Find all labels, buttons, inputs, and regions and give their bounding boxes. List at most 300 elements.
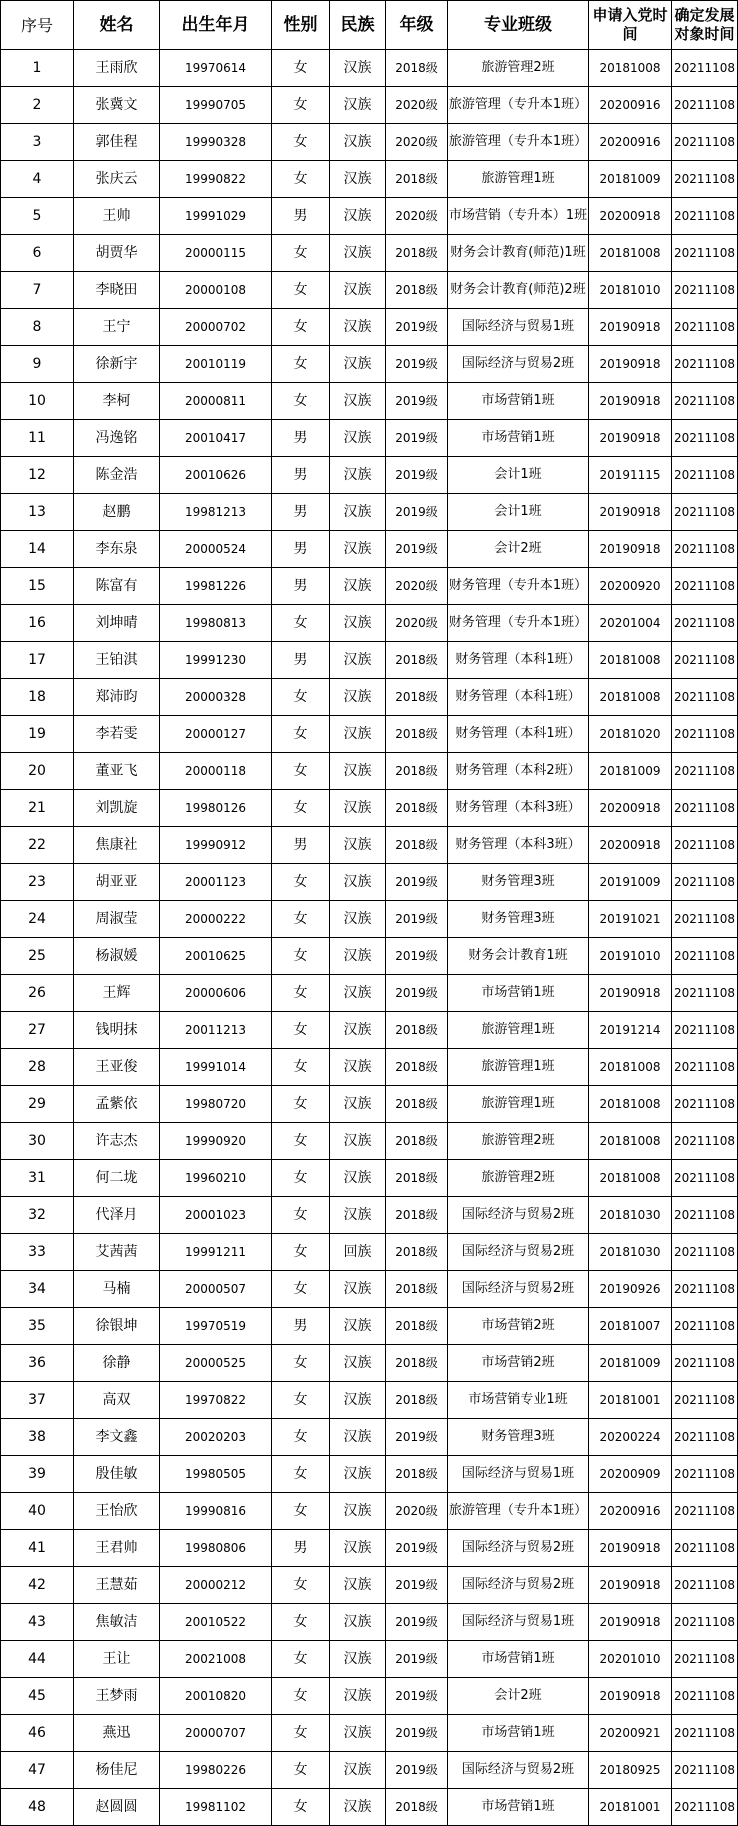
header-confirm-date: 确定发展对象时间 <box>672 1 738 50</box>
apply-date-cell: 20191010 <box>589 938 672 975</box>
ethnicity-cell: 汉族 <box>330 1160 386 1197</box>
birth-date-cell: 19980813 <box>160 605 272 642</box>
table-row <box>1 124 738 161</box>
grade-cell: 2019级 <box>386 1604 448 1641</box>
confirm-date-cell: 20211108 <box>672 1160 738 1197</box>
name-cell: 李文鑫 <box>74 1419 160 1456</box>
name-cell: 胡亚亚 <box>74 864 160 901</box>
grade-cell: 2020级 <box>386 124 448 161</box>
name-cell: 胡贾华 <box>74 235 160 272</box>
birth-date-cell: 20000212 <box>160 1567 272 1604</box>
ethnicity-cell: 汉族 <box>330 87 386 124</box>
grade-cell: 2019级 <box>386 1678 448 1715</box>
grade-cell: 2018级 <box>386 1086 448 1123</box>
class-cell: 旅游管理（专升本1班） <box>448 124 589 161</box>
confirm-date-cell: 20211108 <box>672 1086 738 1123</box>
gender-cell: 女 <box>272 235 330 272</box>
apply-date-cell: 20181008 <box>589 1049 672 1086</box>
name-cell: 陈金浩 <box>74 457 160 494</box>
seq-cell: 11 <box>1 420 74 457</box>
apply-date-cell: 20190918 <box>589 420 672 457</box>
apply-date-cell: 20200918 <box>589 198 672 235</box>
birth-date-cell: 20000222 <box>160 901 272 938</box>
gender-cell: 女 <box>272 716 330 753</box>
birth-date-cell: 20010626 <box>160 457 272 494</box>
seq-cell: 37 <box>1 1382 74 1419</box>
name-cell: 马楠 <box>74 1271 160 1308</box>
ethnicity-cell: 汉族 <box>330 531 386 568</box>
confirm-date-cell: 20211108 <box>672 420 738 457</box>
name-cell: 郑沛昀 <box>74 679 160 716</box>
name-cell: 刘凯旋 <box>74 790 160 827</box>
name-cell: 钱明抹 <box>74 1012 160 1049</box>
confirm-date-cell: 20211108 <box>672 827 738 864</box>
birth-date-cell: 20010522 <box>160 1604 272 1641</box>
seq-cell: 42 <box>1 1567 74 1604</box>
ethnicity-cell: 汉族 <box>330 1382 386 1419</box>
seq-cell: 33 <box>1 1234 74 1271</box>
grade-cell: 2018级 <box>386 1308 448 1345</box>
confirm-date-cell: 20211108 <box>672 642 738 679</box>
grade-cell: 2020级 <box>386 1493 448 1530</box>
apply-date-cell: 20190918 <box>589 1604 672 1641</box>
table-row <box>1 235 738 272</box>
header-class: 专业班级 <box>448 1 589 50</box>
gender-cell: 女 <box>272 1678 330 1715</box>
apply-date-cell: 20181008 <box>589 1123 672 1160</box>
class-cell: 市场营销1班 <box>448 1789 589 1826</box>
gender-cell: 女 <box>272 1641 330 1678</box>
ethnicity-cell: 汉族 <box>330 1271 386 1308</box>
ethnicity-cell: 汉族 <box>330 1012 386 1049</box>
birth-date-cell: 20001123 <box>160 864 272 901</box>
confirm-date-cell: 20211108 <box>672 124 738 161</box>
birth-date-cell: 19980226 <box>160 1752 272 1789</box>
name-cell: 许志杰 <box>74 1123 160 1160</box>
seq-cell: 21 <box>1 790 74 827</box>
table-row <box>1 901 738 938</box>
birth-date-cell: 20000127 <box>160 716 272 753</box>
seq-cell: 12 <box>1 457 74 494</box>
table-body <box>1 50 738 1826</box>
seq-cell: 19 <box>1 716 74 753</box>
ethnicity-cell: 汉族 <box>330 864 386 901</box>
gender-cell: 女 <box>272 1271 330 1308</box>
birth-date-cell: 19991211 <box>160 1234 272 1271</box>
apply-date-cell: 20181009 <box>589 1345 672 1382</box>
confirm-date-cell: 20211108 <box>672 50 738 87</box>
gender-cell: 女 <box>272 309 330 346</box>
gender-cell: 女 <box>272 790 330 827</box>
apply-date-cell: 20200224 <box>589 1419 672 1456</box>
table-row <box>1 864 738 901</box>
header-ethnicity: 民族 <box>330 1 386 50</box>
gender-cell: 女 <box>272 1123 330 1160</box>
class-cell: 财务管理（本科1班） <box>448 679 589 716</box>
seq-cell: 26 <box>1 975 74 1012</box>
class-cell: 市场营销（专升本）1班 <box>448 198 589 235</box>
ethnicity-cell: 汉族 <box>330 383 386 420</box>
ethnicity-cell: 汉族 <box>330 827 386 864</box>
table-row <box>1 938 738 975</box>
confirm-date-cell: 20211108 <box>672 1530 738 1567</box>
grade-cell: 2019级 <box>386 1530 448 1567</box>
table-row <box>1 1752 738 1789</box>
name-cell: 李晓田 <box>74 272 160 309</box>
table-row <box>1 1604 738 1641</box>
table-row <box>1 1567 738 1604</box>
grade-cell: 2018级 <box>386 790 448 827</box>
confirm-date-cell: 20211108 <box>672 383 738 420</box>
table-row <box>1 1715 738 1752</box>
seq-cell: 24 <box>1 901 74 938</box>
birth-date-cell: 20021008 <box>160 1641 272 1678</box>
ethnicity-cell: 汉族 <box>330 272 386 309</box>
table-row <box>1 1197 738 1234</box>
birth-date-cell: 20000525 <box>160 1345 272 1382</box>
grade-cell: 2019级 <box>386 420 448 457</box>
table-row <box>1 827 738 864</box>
table-row <box>1 1493 738 1530</box>
name-cell: 徐新宇 <box>74 346 160 383</box>
name-cell: 周淑莹 <box>74 901 160 938</box>
grade-cell: 2019级 <box>386 975 448 1012</box>
confirm-date-cell: 20211108 <box>672 272 738 309</box>
confirm-date-cell: 20211108 <box>672 1715 738 1752</box>
header-name: 姓名 <box>74 1 160 50</box>
confirm-date-cell: 20211108 <box>672 457 738 494</box>
grade-cell: 2019级 <box>386 457 448 494</box>
confirm-date-cell: 20211108 <box>672 1493 738 1530</box>
confirm-date-cell: 20211108 <box>672 975 738 1012</box>
seq-cell: 27 <box>1 1012 74 1049</box>
ethnicity-cell: 汉族 <box>330 605 386 642</box>
ethnicity-cell: 汉族 <box>330 753 386 790</box>
gender-cell: 男 <box>272 642 330 679</box>
birth-date-cell: 20000328 <box>160 679 272 716</box>
table-row <box>1 1456 738 1493</box>
grade-cell: 2018级 <box>386 50 448 87</box>
ethnicity-cell: 汉族 <box>330 568 386 605</box>
apply-date-cell: 20200920 <box>589 568 672 605</box>
seq-cell: 40 <box>1 1493 74 1530</box>
grade-cell: 2019级 <box>386 1752 448 1789</box>
seq-cell: 5 <box>1 198 74 235</box>
table-row <box>1 642 738 679</box>
class-cell: 旅游管理2班 <box>448 50 589 87</box>
table-row <box>1 383 738 420</box>
name-cell: 王让 <box>74 1641 160 1678</box>
confirm-date-cell: 20211108 <box>672 494 738 531</box>
grade-cell: 2019级 <box>386 494 448 531</box>
gender-cell: 女 <box>272 50 330 87</box>
birth-date-cell: 20000507 <box>160 1271 272 1308</box>
table-row <box>1 1160 738 1197</box>
gender-cell: 女 <box>272 1049 330 1086</box>
gender-cell: 女 <box>272 87 330 124</box>
gender-cell: 女 <box>272 1493 330 1530</box>
grade-cell: 2018级 <box>386 235 448 272</box>
birth-date-cell: 20000702 <box>160 309 272 346</box>
name-cell: 王辉 <box>74 975 160 1012</box>
apply-date-cell: 20190918 <box>589 1678 672 1715</box>
grade-cell: 2018级 <box>386 1197 448 1234</box>
name-cell: 王宁 <box>74 309 160 346</box>
ethnicity-cell: 汉族 <box>330 1604 386 1641</box>
grade-cell: 2020级 <box>386 198 448 235</box>
name-cell: 赵圆圆 <box>74 1789 160 1826</box>
gender-cell: 女 <box>272 1345 330 1382</box>
apply-date-cell: 20181020 <box>589 716 672 753</box>
name-cell: 李东泉 <box>74 531 160 568</box>
table-row <box>1 457 738 494</box>
apply-date-cell: 20190918 <box>589 346 672 383</box>
seq-cell: 22 <box>1 827 74 864</box>
name-cell: 王帅 <box>74 198 160 235</box>
seq-cell: 4 <box>1 161 74 198</box>
gender-cell: 女 <box>272 1715 330 1752</box>
grade-cell: 2018级 <box>386 1234 448 1271</box>
class-cell: 国际经济与贸易2班 <box>448 346 589 383</box>
name-cell: 杨淑媛 <box>74 938 160 975</box>
class-cell: 财务管理3班 <box>448 864 589 901</box>
ethnicity-cell: 汉族 <box>330 975 386 1012</box>
name-cell: 何二垅 <box>74 1160 160 1197</box>
header-row <box>1 1 738 50</box>
confirm-date-cell: 20211108 <box>672 1345 738 1382</box>
birth-date-cell: 20001023 <box>160 1197 272 1234</box>
grade-cell: 2020级 <box>386 87 448 124</box>
ethnicity-cell: 汉族 <box>330 1308 386 1345</box>
ethnicity-cell: 汉族 <box>330 198 386 235</box>
grade-cell: 2019级 <box>386 938 448 975</box>
apply-date-cell: 20181001 <box>589 1789 672 1826</box>
apply-date-cell: 20181008 <box>589 50 672 87</box>
ethnicity-cell: 汉族 <box>330 1567 386 1604</box>
gender-cell: 男 <box>272 457 330 494</box>
apply-date-cell: 20190918 <box>589 1567 672 1604</box>
table-row <box>1 1012 738 1049</box>
gender-cell: 女 <box>272 605 330 642</box>
seq-cell: 43 <box>1 1604 74 1641</box>
ethnicity-cell: 汉族 <box>330 901 386 938</box>
seq-cell: 3 <box>1 124 74 161</box>
name-cell: 王梦雨 <box>74 1678 160 1715</box>
gender-cell: 男 <box>272 568 330 605</box>
grade-cell: 2019级 <box>386 1641 448 1678</box>
grade-cell: 2018级 <box>386 1456 448 1493</box>
confirm-date-cell: 20211108 <box>672 1049 738 1086</box>
apply-date-cell: 20181008 <box>589 1086 672 1123</box>
name-cell: 刘坤晴 <box>74 605 160 642</box>
seq-cell: 16 <box>1 605 74 642</box>
class-cell: 财务会计教育(师范)1班 <box>448 235 589 272</box>
gender-cell: 女 <box>272 1567 330 1604</box>
class-cell: 财务管理3班 <box>448 1419 589 1456</box>
confirm-date-cell: 20211108 <box>672 1382 738 1419</box>
header-grade: 年级 <box>386 1 448 50</box>
gender-cell: 女 <box>272 1382 330 1419</box>
apply-date-cell: 20200916 <box>589 124 672 161</box>
table-row <box>1 1345 738 1382</box>
grade-cell: 2018级 <box>386 827 448 864</box>
grade-cell: 2018级 <box>386 1382 448 1419</box>
class-cell: 国际经济与贸易2班 <box>448 1567 589 1604</box>
apply-date-cell: 20201010 <box>589 1641 672 1678</box>
class-cell: 财务管理3班 <box>448 901 589 938</box>
seq-cell: 18 <box>1 679 74 716</box>
class-cell: 旅游管理2班 <box>448 1160 589 1197</box>
confirm-date-cell: 20211108 <box>672 1456 738 1493</box>
birth-date-cell: 19990920 <box>160 1123 272 1160</box>
header-gender: 性别 <box>272 1 330 50</box>
table-row <box>1 1382 738 1419</box>
class-cell: 旅游管理1班 <box>448 161 589 198</box>
ethnicity-cell: 汉族 <box>330 1678 386 1715</box>
birth-date-cell: 19990912 <box>160 827 272 864</box>
birth-date-cell: 19970519 <box>160 1308 272 1345</box>
ethnicity-cell: 汉族 <box>330 716 386 753</box>
name-cell: 董亚飞 <box>74 753 160 790</box>
birth-date-cell: 19991230 <box>160 642 272 679</box>
table-row <box>1 1308 738 1345</box>
confirm-date-cell: 20211108 <box>672 938 738 975</box>
confirm-date-cell: 20211108 <box>672 1419 738 1456</box>
class-cell: 财务管理（本科3班） <box>448 827 589 864</box>
seq-cell: 38 <box>1 1419 74 1456</box>
seq-cell: 28 <box>1 1049 74 1086</box>
table-row <box>1 198 738 235</box>
seq-cell: 29 <box>1 1086 74 1123</box>
ethnicity-cell: 汉族 <box>330 790 386 827</box>
birth-date-cell: 19980720 <box>160 1086 272 1123</box>
apply-date-cell: 20190918 <box>589 494 672 531</box>
name-cell: 代泽月 <box>74 1197 160 1234</box>
birth-date-cell: 19991014 <box>160 1049 272 1086</box>
seq-cell: 6 <box>1 235 74 272</box>
seq-cell: 17 <box>1 642 74 679</box>
grade-cell: 2019级 <box>386 1567 448 1604</box>
seq-cell: 1 <box>1 50 74 87</box>
gender-cell: 女 <box>272 1234 330 1271</box>
name-cell: 焦康社 <box>74 827 160 864</box>
confirm-date-cell: 20211108 <box>672 1234 738 1271</box>
gender-cell: 男 <box>272 1308 330 1345</box>
class-cell: 国际经济与贸易1班 <box>448 1456 589 1493</box>
gender-cell: 男 <box>272 420 330 457</box>
name-cell: 冯逸铭 <box>74 420 160 457</box>
apply-date-cell: 20181008 <box>589 679 672 716</box>
apply-date-cell: 20181008 <box>589 642 672 679</box>
ethnicity-cell: 汉族 <box>330 1086 386 1123</box>
confirm-date-cell: 20211108 <box>672 753 738 790</box>
apply-date-cell: 20181009 <box>589 753 672 790</box>
birth-date-cell: 20000811 <box>160 383 272 420</box>
table-row <box>1 716 738 753</box>
apply-date-cell: 20181007 <box>589 1308 672 1345</box>
ethnicity-cell: 汉族 <box>330 1123 386 1160</box>
table-row <box>1 605 738 642</box>
apply-date-cell: 20201004 <box>589 605 672 642</box>
seq-cell: 31 <box>1 1160 74 1197</box>
ethnicity-cell: 汉族 <box>330 420 386 457</box>
birth-date-cell: 19991029 <box>160 198 272 235</box>
birth-date-cell: 19981226 <box>160 568 272 605</box>
grade-cell: 2019级 <box>386 346 448 383</box>
seq-cell: 46 <box>1 1715 74 1752</box>
gender-cell: 男 <box>272 1530 330 1567</box>
apply-date-cell: 20200921 <box>589 1715 672 1752</box>
grade-cell: 2018级 <box>386 679 448 716</box>
class-cell: 财务会计教育1班 <box>448 938 589 975</box>
ethnicity-cell: 汉族 <box>330 124 386 161</box>
gender-cell: 女 <box>272 753 330 790</box>
birth-date-cell: 20000115 <box>160 235 272 272</box>
confirm-date-cell: 20211108 <box>672 1123 738 1160</box>
ethnicity-cell: 汉族 <box>330 1197 386 1234</box>
confirm-date-cell: 20211108 <box>672 716 738 753</box>
apply-date-cell: 20190918 <box>589 309 672 346</box>
seq-cell: 30 <box>1 1123 74 1160</box>
confirm-date-cell: 20211108 <box>672 161 738 198</box>
grade-cell: 2020级 <box>386 605 448 642</box>
birth-date-cell: 19990816 <box>160 1493 272 1530</box>
class-cell: 国际经济与贸易2班 <box>448 1197 589 1234</box>
table-row <box>1 1678 738 1715</box>
ethnicity-cell: 汉族 <box>330 161 386 198</box>
class-cell: 财务管理（专升本1班） <box>448 605 589 642</box>
name-cell: 王亚俊 <box>74 1049 160 1086</box>
ethnicity-cell: 汉族 <box>330 679 386 716</box>
confirm-date-cell: 20211108 <box>672 864 738 901</box>
confirm-date-cell: 20211108 <box>672 198 738 235</box>
confirm-date-cell: 20211108 <box>672 1012 738 1049</box>
birth-date-cell: 20010820 <box>160 1678 272 1715</box>
grade-cell: 2020级 <box>386 568 448 605</box>
apply-date-cell: 20191021 <box>589 901 672 938</box>
birth-date-cell: 20011213 <box>160 1012 272 1049</box>
birth-date-cell: 19960210 <box>160 1160 272 1197</box>
apply-date-cell: 20190918 <box>589 1530 672 1567</box>
class-cell: 旅游管理2班 <box>448 1123 589 1160</box>
gender-cell: 女 <box>272 1752 330 1789</box>
table-row <box>1 161 738 198</box>
ethnicity-cell: 汉族 <box>330 1493 386 1530</box>
class-cell: 会计2班 <box>448 1678 589 1715</box>
class-cell: 财务会计教育(师范)2班 <box>448 272 589 309</box>
class-cell: 市场营销1班 <box>448 420 589 457</box>
birth-date-cell: 19980806 <box>160 1530 272 1567</box>
name-cell: 陈富有 <box>74 568 160 605</box>
name-cell: 王怡欣 <box>74 1493 160 1530</box>
seq-cell: 14 <box>1 531 74 568</box>
seq-cell: 35 <box>1 1308 74 1345</box>
apply-date-cell: 20190926 <box>589 1271 672 1308</box>
gender-cell: 男 <box>272 198 330 235</box>
confirm-date-cell: 20211108 <box>672 1604 738 1641</box>
apply-date-cell: 20200909 <box>589 1456 672 1493</box>
birth-date-cell: 19990328 <box>160 124 272 161</box>
apply-date-cell: 20181010 <box>589 272 672 309</box>
seq-cell: 41 <box>1 1530 74 1567</box>
gender-cell: 男 <box>272 531 330 568</box>
apply-date-cell: 20190918 <box>589 383 672 420</box>
class-cell: 旅游管理1班 <box>448 1012 589 1049</box>
name-cell: 王君帅 <box>74 1530 160 1567</box>
grade-cell: 2019级 <box>386 901 448 938</box>
header-birth: 出生年月 <box>160 1 272 50</box>
class-cell: 财务管理（本科2班） <box>448 753 589 790</box>
